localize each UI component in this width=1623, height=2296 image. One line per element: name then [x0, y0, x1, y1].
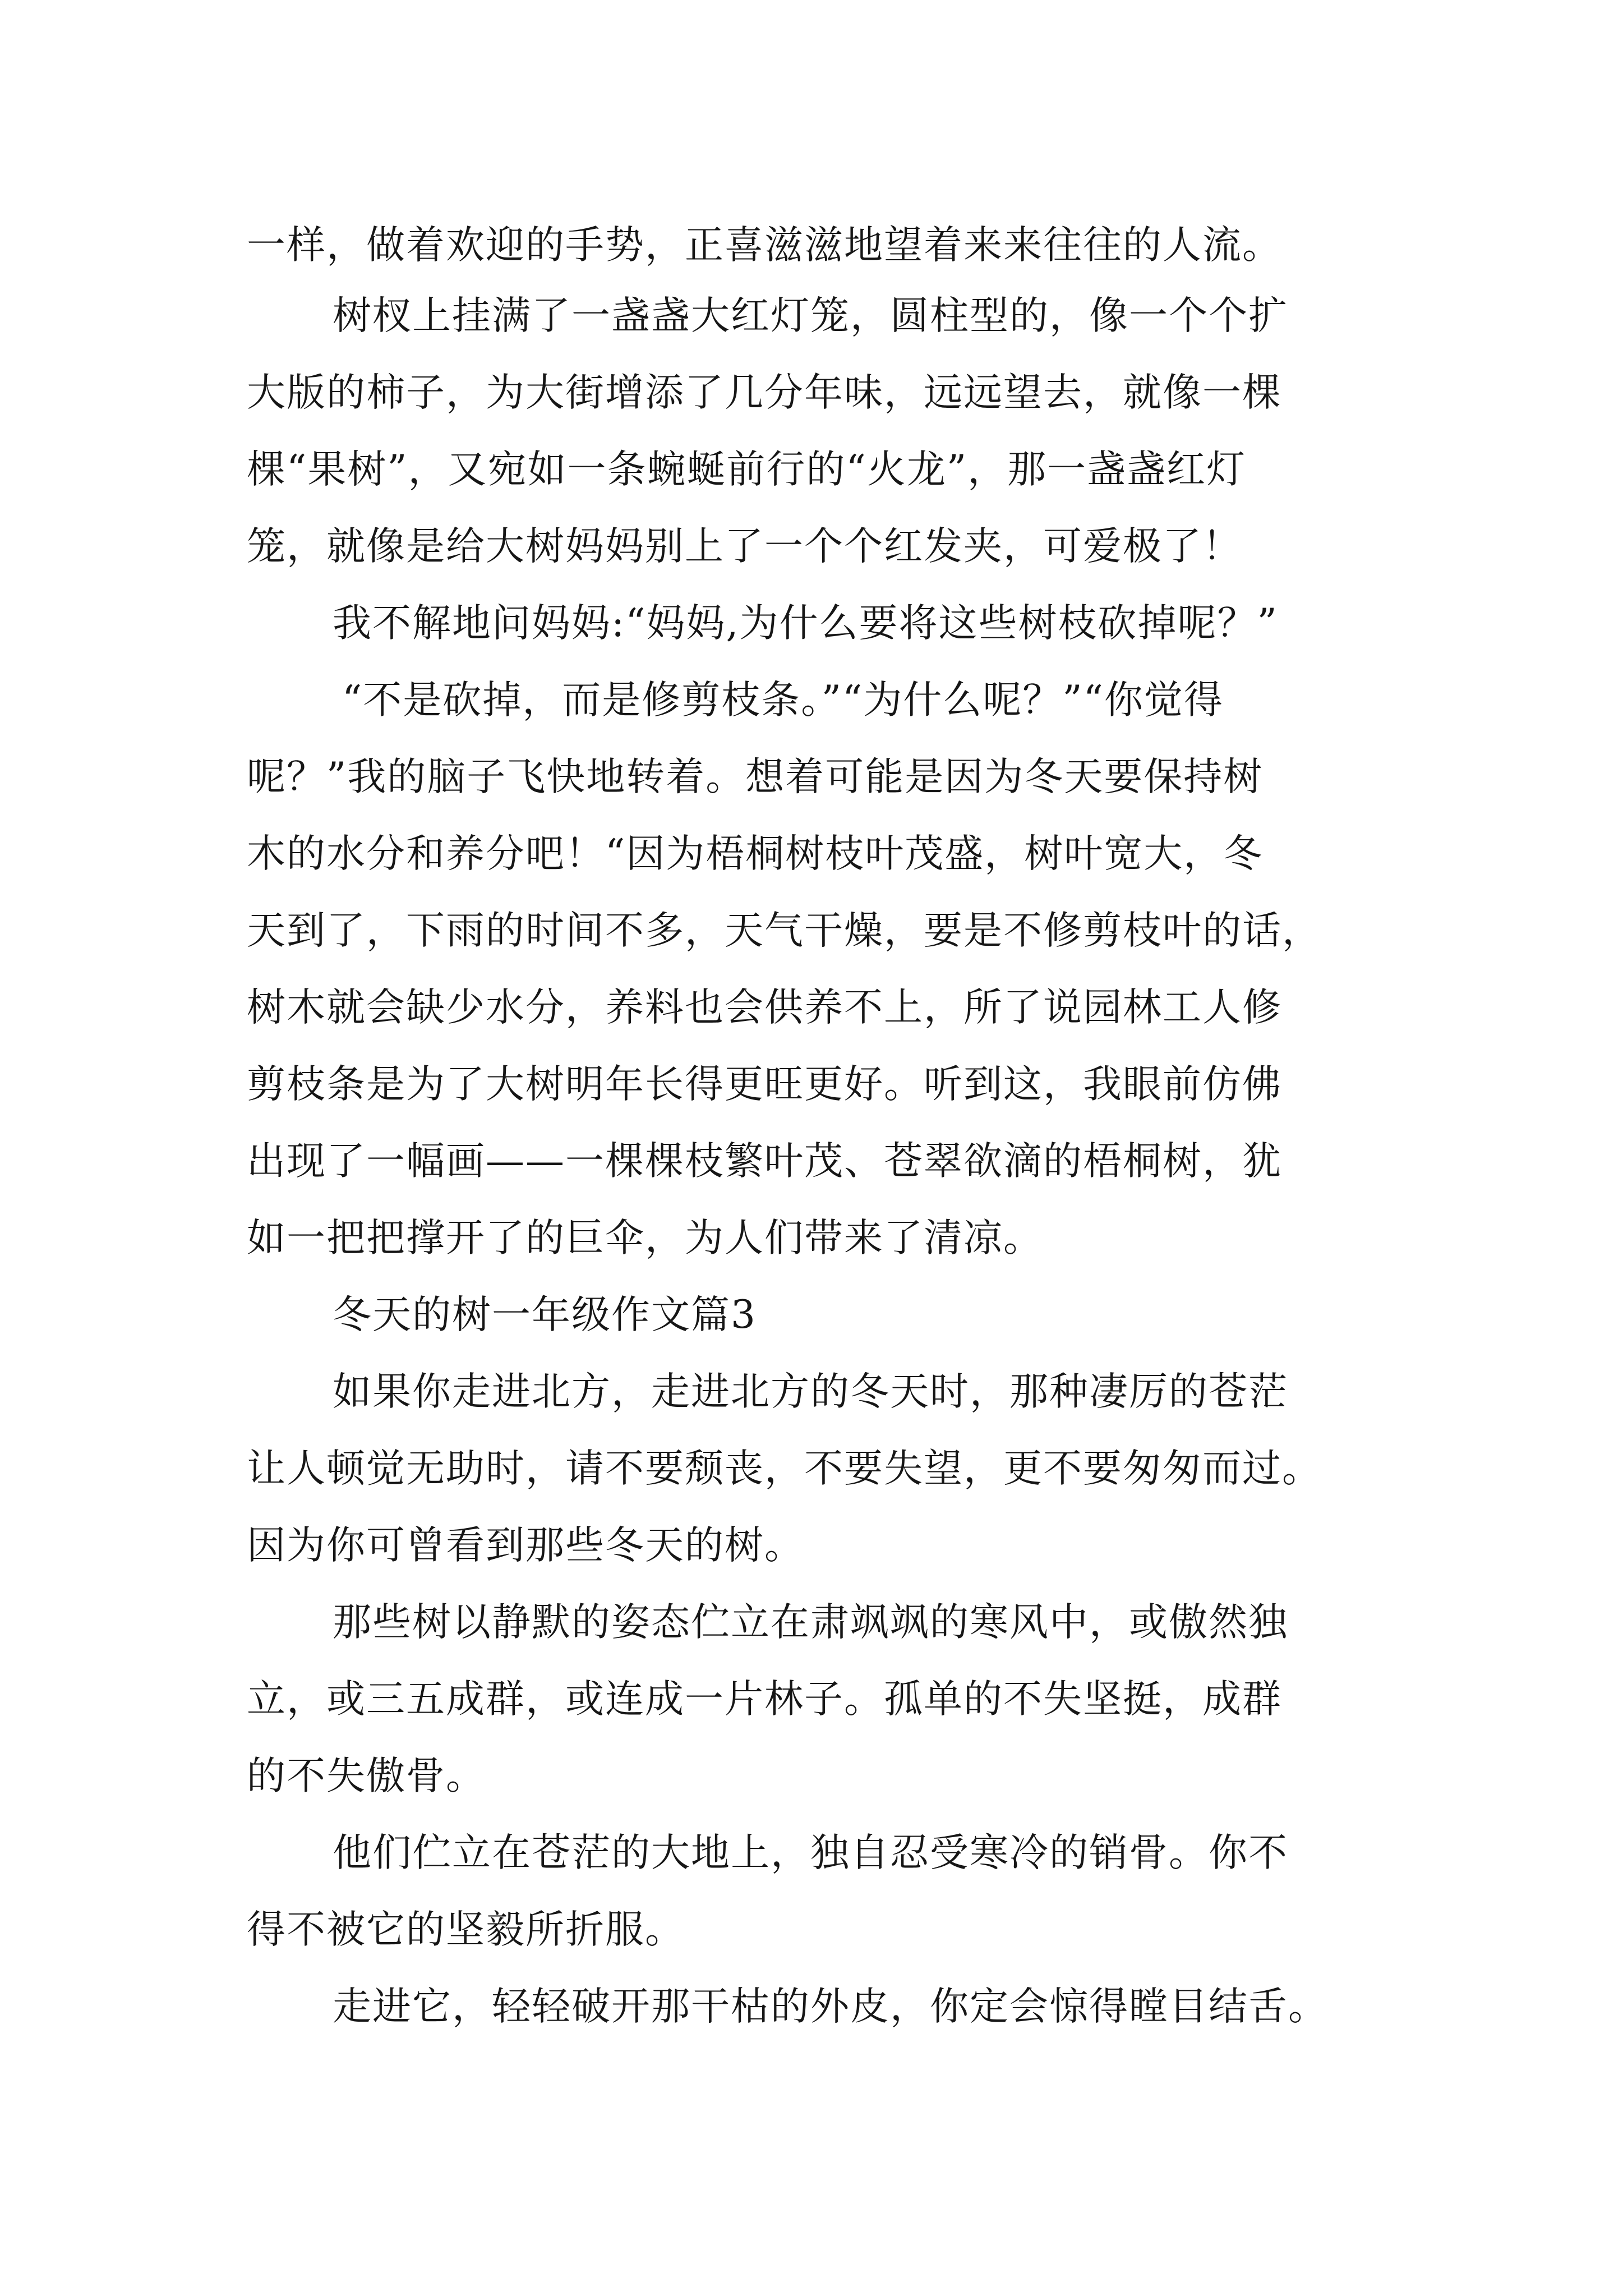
text-line: 让人顿觉无助时，请不要颓丧，不要失望，更不要匆匆而过。	[247, 1446, 1322, 1491]
text-line: 木的水分和养分吧！“因为梧桐树枝叶茂盛，树叶宽大，冬	[247, 831, 1264, 876]
text-line: 他们伫立在苍茫的大地上，独自忍受寒冷的销骨。你不	[333, 1830, 1288, 1875]
text-line: 大版的柿子，为大街增添了几分年味，远远望去，就像一棵	[247, 370, 1282, 415]
text-line: 那些树以静默的姿态伫立在肃飒飒的寒风中，或傲然独	[333, 1600, 1288, 1645]
text-line: “不是砍掉，而是修剪枝条。”“为什么呢？”“你觉得	[342, 678, 1224, 723]
text-line: 走进它，轻轻破开那干枯的外皮，你定会惊得瞠目结舌。	[333, 1984, 1328, 2029]
section-heading: 冬天的树一年级作文篇3	[333, 1292, 757, 1337]
text-line: 如果你走进北方，走进北方的冬天时，那种凄厉的苍茫	[333, 1369, 1288, 1414]
text-line: 得不被它的坚毅所折服。	[247, 1907, 685, 1952]
text-line: 棵“果树”，又宛如一条蜿蜒前行的“火龙”，那一盏盏红灯	[247, 447, 1247, 492]
text-line: 剪枝条是为了大树明年长得更旺更好。听到这，我眼前仿佛	[247, 1062, 1282, 1107]
text-line: 的不失傲骨。	[247, 1754, 486, 1798]
text-line: 笼，就像是给大树妈妈别上了一个个红发夹，可爱极了！	[247, 524, 1242, 569]
text-line: 立，或三五成群，或连成一片林子。孤单的不失坚挺，成群	[247, 1677, 1282, 1722]
text-line: 我不解地问妈妈:“妈妈,为什么要将这些树枝砍掉呢？”	[333, 601, 1278, 646]
text-line: 树木就会缺少水分，养料也会供养不上，所了说园林工人修	[247, 985, 1282, 1030]
text-line: 呢？”我的脑子飞快地转着。想着可能是因为冬天要保持树	[247, 754, 1264, 799]
text-line: 如一把把撑开了的巨伞，为人们带来了清凉。	[247, 1216, 1043, 1260]
text-line: 树杈上挂满了一盏盏大红灯笼，圆柱型的，像一个个扩	[333, 293, 1288, 338]
text-line: 因为你可曾看到那些冬天的树。	[247, 1523, 804, 1568]
text-line: 一样，做着欢迎的手势，正喜滋滋地望着来来往往的人流。	[247, 223, 1282, 268]
text-line: 天到了，下雨的时间不多，天气干燥，要是不修剪枝叶的话，	[247, 908, 1322, 953]
text-line: 出现了一幅画——一棵棵枝繁叶茂、苍翠欲滴的梧桐树，犹	[247, 1139, 1282, 1184]
